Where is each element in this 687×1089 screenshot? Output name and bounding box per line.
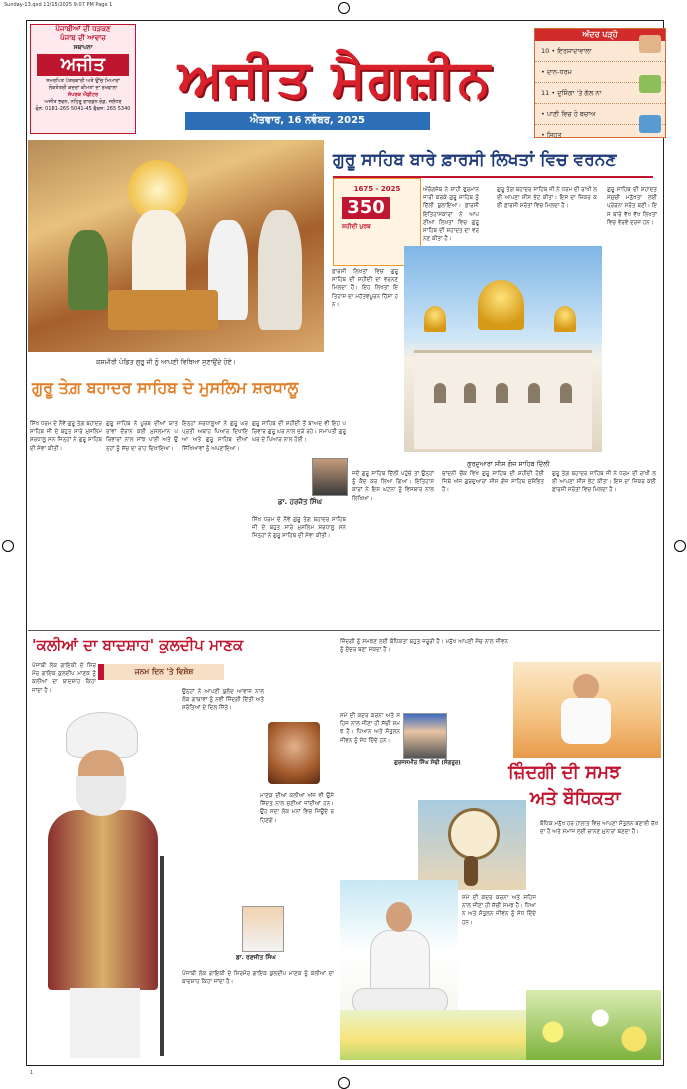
story2-headline: ਗੁਰੂ ਤੇਗ਼ ਬਹਾਦਰ ਸਾਹਿਬ ਦੇ ਮੁਸਲਿਮ ਸ਼ਰਧਾਲੂ bbox=[32, 378, 299, 397]
window bbox=[434, 383, 446, 403]
story3-column: ਉਨ੍ਹਾਂ ਨੇ ਆਪਣੀ ਬੁਲੰਦ ਆਵਾਜ਼ ਨਾਲ ਲੋਕ ਗਾਥਾਵਾਂ ਨੂੰ ਨਵੀਂ ਜ਼ਿੰਦਗੀ ਦਿੱਤੀ ਅਤੇ ਸਰੋਤਿਆਂ ਦੇ ਦਿਲ ਜਿੱਤੇ। bbox=[182, 689, 264, 712]
story1-column: ਫ਼ਾਰਸੀ ਲਿਖਤਾਂ ਵਿਚ ਗੁਰੂ ਸਾਹਿਬ ਦੀ ਸ਼ਹੀਦੀ ਦਾ ਵਰਨਣ ਮਿਲਦਾ ਹੈ। ਇਹ ਲਿਖਤਾਂ ਇਤਿਹਾਸ ਦਾ ਮਹੱਤਵਪੂਰਨ ਹਿੱਸਾ ਹਨ। bbox=[332, 269, 398, 308]
painting-photo bbox=[28, 140, 324, 352]
throne bbox=[108, 290, 218, 330]
window bbox=[528, 383, 540, 403]
story2-author: ਡਾ. ਹਰਜੋਤ ਸਿੰਘ bbox=[278, 498, 322, 506]
story1-column: ਗੁਰੂ ਤੇਗ਼ ਬਹਾਦਰ ਸਾਹਿਬ ਜੀ ਨੇ ਧਰਮ ਦੀ ਰਾਖੀ ਲਈ ਆਪਣਾ ਸੀਸ ਭੇਟ ਕੀਤਾ। ਇਸ ਦਾ ਜ਼ਿਕਰ ਕਈ ਫ਼ਾਰਸੀ ਸਰੋਤਾਂ ਵਿਚ ਮਿਲਦਾ ਹੈ। bbox=[552, 471, 656, 494]
story4-headline: ਜ਼ਿੰਦਗੀ ਦੀ ਸਮਝ bbox=[508, 762, 621, 783]
page-number: 1 bbox=[30, 1070, 34, 1076]
badge-sub: ਸ਼ਹੀਦੀ ਪੁਰਬ bbox=[342, 223, 371, 230]
window bbox=[464, 383, 476, 403]
badge-number: 350 bbox=[342, 197, 390, 219]
joy-photo bbox=[513, 662, 661, 758]
story3-column: ਪੰਜਾਬੀ ਲੋਕ ਗਾਇਕੀ ਦੇ ਸਿਰਮੌਰ ਗਾਇਕ ਕੁਲਦੀਪ ਮਾਣਕ ਨੂੰ ਕਲੀਆਂ ਦਾ ਬਾਦਸ਼ਾਹ ਕਿਹਾ ਜਾਂਦਾ ਹੈ। bbox=[182, 971, 334, 986]
story1-column: ਗੁਰੂ ਤੇਗ਼ ਬਹਾਦਰ ਸਾਹਿਬ ਜੀ ਨੇ ਧਰਮ ਦੀ ਰਾਖੀ ਲਈ ਆਪਣਾ ਸੀਸ ਭੇਟ ਕੀਤਾ। ਇਸ ਦਾ ਜ਼ਿਕਰ ਕਈ ਫ਼ਾਰਸੀ ਸਰੋਤਾਂ ਵਿਚ ਮਿਲਦਾ ਹੈ। bbox=[497, 187, 597, 210]
walker bbox=[464, 856, 478, 886]
singer-photo bbox=[30, 706, 180, 1058]
story1-column: ਔਰੰਗਜ਼ੇਬ ਨੇ ਸ਼ਾਹੀ ਫੁਰਮਾਨ ਜਾਰੀ ਕਰਕੇ ਗੁਰੂ ਸਾਹਿਬ ਨੂੰ ਦਿੱਲੀ ਬੁਲਾਇਆ। ਫ਼ਾਰਸੀ ਇਤਿਹਾਸਕਾਰਾਂ ਨੇ ਆਪਣੀਆਂ ਲਿਖਤਾਂ ਵਿਚ ਗੁਰੂ ਸਾਹਿਬ ਦੀ ਸ਼ਹਾਦਤ ਦਾ ਵਰਨਣ ਕੀਤਾ ਹੈ। bbox=[423, 187, 479, 243]
singer-portrait bbox=[268, 722, 320, 784]
tagline: ਪੰਜਾਬ ਦੀ ਆਵਾਜ਼ bbox=[60, 34, 106, 42]
flowers-photo bbox=[526, 990, 661, 1060]
figure bbox=[68, 230, 108, 310]
inside-item[interactable]: 10 • ਇਰਸ਼ਾਦਾਵਾਲਾ bbox=[535, 41, 665, 62]
figure bbox=[132, 210, 186, 300]
beard bbox=[76, 776, 126, 816]
dome bbox=[554, 306, 576, 332]
story1-column: ਗੁਰੂ ਸਾਹਿਬ ਦੀ ਸ਼ਹਾਦਤ ਸਮੁੱਚੀ ਮਨੁੱਖਤਾ ਲਈ ਪ੍ਰੇਰਨਾ ਸਰੋਤ ਬਣੀ। ਇਸ ਬਾਰੇ ਵੱਖ ਵੱਖ ਲਿਖਤਾਂ ਵਿਚ ਵੇਰਵੇ ਦਰਜ ਹਨ। bbox=[607, 187, 657, 226]
inside-item[interactable]: • ਦਾਨ-ਧਰਮ bbox=[535, 62, 665, 83]
window bbox=[496, 383, 508, 403]
building bbox=[414, 350, 592, 449]
inside-item[interactable]: • ਸਿਹਤ bbox=[541, 131, 562, 139]
contact-head: ਸੰਪਰਕ ਐਡੀਟਰ bbox=[67, 92, 99, 98]
story1-column: ਜਦੋਂ ਗੁਰੂ ਸਾਹਿਬ ਦਿੱਲੀ ਪਹੁੰਚੇ ਤਾਂ ਉਨ੍ਹਾਂ ਨੂੰ ਕੈਦ ਕਰ ਲਿਆ ਗਿਆ। ਇਤਿਹਾਸਕਾਰਾਂ ਨੇ ਇਸ ਘਟਨਾ ਨੂੰ ਵਿਸਥਾਰ ਨਾਲ ਲਿਖਿਆ। bbox=[352, 471, 434, 502]
badge-years: 1675 - 2025 bbox=[353, 185, 401, 193]
person bbox=[561, 698, 611, 744]
print-slug: Sunday-13.qxd 11/15/2025 9:07 PM Page 1 bbox=[4, 2, 113, 8]
crop-mark bbox=[338, 2, 350, 14]
thumb-image bbox=[639, 35, 661, 53]
story2-column: ਸਿੱਖ ਧਰਮ ਦੇ ਨੌਵੇਂ ਗੁਰੂ ਤੇਗ਼ ਬਹਾਦਰ ਸਾਹਿਬ ਜੀ ਦੇ ਬਹੁਤ ਸਾਰੇ ਮੁਸਲਿਮ ਸ਼ਰਧਾਲੂ ਸਨ ਜਿਨ੍ਹਾਂ ਨੇ ਗੁਰੂ ਸਾਹਿਬ ਦੀ ਸੇਵਾ ਕੀਤੀ। bbox=[252, 517, 346, 540]
clock-face bbox=[448, 808, 500, 860]
clock-photo bbox=[418, 800, 526, 890]
masthead-note: ਸਮਰਪਿਤ ਪੱਤਰਕਾਰੀ ਅਤੇ ਉੱਚ ਮਿਆਰਾਂ bbox=[46, 78, 120, 84]
ajit-logo: ਅਜੀਤ bbox=[37, 54, 129, 76]
inside-item[interactable]: 11 • ਦੁਸ਼ਿੰਗਾ 'ਤੇ ਗੱਲ ਨਾ bbox=[535, 83, 665, 104]
masthead-brand-box bbox=[30, 24, 136, 134]
crop-mark bbox=[674, 540, 686, 552]
story3-headline: 'ਕਲੀਆਂ ਦਾ ਬਾਦਸ਼ਾਹ' ਕੁਲਦੀਪ ਮਾਣਕ bbox=[32, 636, 244, 654]
magazine-title: ਅਜੀਤ ਮੈਗਜ਼ੀਨ bbox=[177, 48, 493, 109]
story3-column: ਪੰਜਾਬੀ ਲੋਕ ਗਾਇਕੀ ਦੇ ਸਿਰਮੌਰ ਗਾਇਕ ਕੁਲਦੀਪ ਮਾਣਕ ਨੂੰ ਕਲੀਆਂ ਦਾ ਬਾਦਸ਼ਾਹ ਕਿਹਾ ਜਾਂਦਾ ਹੈ। bbox=[32, 663, 96, 694]
story1-column: ਚਾਂਦਨੀ ਚੌਕ ਵਿਖੇ ਗੁਰੂ ਸਾਹਿਬ ਦੀ ਸ਼ਹੀਦੀ ਹੋਈ ਜਿਥੇ ਅੱਜ ਗੁਰਦੁਆਰਾ ਸੀਸ ਗੰਜ ਸਾਹਿਬ ਸੁਸ਼ੋਭਿਤ ਹੈ। bbox=[442, 471, 544, 494]
photo-caption: ਕਸ਼ਮੀਰੀ ਪੰਡਿਤ ਗੁਰੂ ਜੀ ਨੂੰ ਆਪਣੀ ਵਿਥਿਆ ਸੁਣਾਉਂਦੇ ਹੋਏ। bbox=[96, 358, 237, 366]
contact-address: ਅਜੀਤ ਭਵਨ, ਨਹਿਰੂ ਗਾਰਡਨ ਰੋਡ, ਜਲੰਧਰ bbox=[44, 99, 122, 105]
crop-mark bbox=[2, 540, 14, 552]
figure bbox=[258, 210, 302, 330]
story4-column: ਸਮੇਂ ਦੀ ਕਦਰ ਕਰਨਾ ਅਤੇ ਸਹਿਜ ਨਾਲ ਜੀਣਾ ਹੀ ਸੱਚੀ ਸਮਝ ਹੈ। ਧਿਆਨ ਅਤੇ ਸੰਤੁਲਨ ਜੀਵਨ ਨੂੰ ਸੇਧ ਦਿੰਦੇ ਹਨ। bbox=[462, 895, 536, 926]
dome bbox=[478, 280, 524, 330]
window bbox=[560, 383, 572, 403]
thumb-image bbox=[639, 75, 661, 93]
meditator bbox=[386, 902, 412, 932]
story4-column: ਬੌਧਿਕ ਮਨੁੱਖ ਹਰ ਹਾਲਾਤ ਵਿਚ ਆਪਣਾ ਸੰਤੁਲਨ ਬਣਾਈ ਰੱਖਦਾ ਹੈ ਅਤੇ ਸਮਾਜ ਲਈ ਚਾਨਣ ਮੁਨਾਰਾ ਬਣਦਾ ਹੈ। bbox=[540, 821, 658, 836]
pants bbox=[70, 988, 140, 1058]
story4-column: ਜ਼ਿੰਦਗੀ ਨੂੰ ਸਮਝਣ ਲਈ ਬੌਧਿਕਤਾ ਬਹੁਤ ਜ਼ਰੂਰੀ ਹੈ। ਮਨੁੱਖ ਆਪਣੀ ਸੋਚ ਨਾਲ ਜੀਵਨ ਨੂੰ ਸੁੰਦਰ ਬਣਾ ਸਕਦਾ ਹੈ। bbox=[340, 639, 508, 654]
masthead-note: ਲੋਕਤੰਤਰੀ ਕਦਰਾਂ ਕੀਮਤਾਂ ਦਾ ਰਖਵਾਲਾ bbox=[48, 85, 118, 91]
story3-column: ਮਾਣਕ ਦੀਆਂ ਕਲੀਆਂ ਅੱਜ ਵੀ ਉਸੇ ਸ਼ਿੱਦਤ ਨਾਲ ਸੁਣੀਆਂ ਜਾਂਦੀਆਂ ਹਨ। ਉਹ ਸਦਾ ਲੋਕ ਮਨਾਂ ਵਿਚ ਜਿਊਂਦੇ ਰਹਿਣਗੇ। bbox=[260, 793, 334, 824]
section-divider bbox=[28, 630, 660, 631]
inside-box bbox=[534, 28, 666, 138]
meditator bbox=[370, 930, 430, 992]
thumb-image bbox=[639, 115, 661, 133]
story1-headline: ਗੁਰੂ ਸਾਹਿਬ ਬਾਰੇ ਫ਼ਾਰਸੀ ਲਿਖਤਾਂ ਵਿਚ ਵਰਨਣ bbox=[333, 150, 617, 170]
person bbox=[573, 674, 599, 700]
gurdwara-photo bbox=[404, 246, 602, 452]
story2-column: ਸਿੱਖ ਧਰਮ ਦੇ ਨੌਵੇਂ ਗੁਰੂ ਤੇਗ਼ ਬਹਾਦਰ ਸਾਹਿਬ ਜੀ ਦੇ ਬਹੁਤ ਸਾਰੇ ਮੁਸਲਿਮ ਸ਼ਰਧਾਲੂ ਸਨ ਜਿਨ੍ਹਾਂ ਨੇ ਗੁਰੂ ਸਾਹਿਬ ਦੀ ਸੇਵਾ ਕੀਤੀ। bbox=[30, 421, 102, 452]
author-portrait bbox=[242, 906, 284, 952]
cane bbox=[160, 856, 164, 1056]
flowers-photo bbox=[340, 1010, 526, 1060]
story4-headline: ਅਤੇ ਬੌਧਿਕਤਾ bbox=[530, 788, 621, 809]
story2-column: ਗੁਰੂ ਸਾਹਿਬ ਨੇ ਪੂਰਬ ਦੀਆਂ ਯਾਤਰਾਵਾਂ ਦੌਰਾਨ ਕਈ ਮੁਸਲਮਾਨ ਪਰਿਵਾਰਾਂ ਨਾਲ ਸਾਂਝ ਪਾਈ ਅਤੇ ਉਨ੍ਹਾਂ ਨੂੰ ਸੱਚ ਦਾ ਰਾਹ ਦਿਖਾਇਆ। bbox=[106, 421, 178, 452]
author-portrait bbox=[403, 713, 447, 759]
author-portrait bbox=[312, 458, 348, 496]
tagline: ਪੰਜਾਬੀਆਂ ਦੀ ਧੜਕਣ bbox=[55, 25, 111, 33]
story4-column: ਸਮੇਂ ਦੀ ਕਦਰ ਕਰਨਾ ਅਤੇ ਸਹਿਜ ਨਾਲ ਜੀਣਾ ਹੀ ਸੱਚੀ ਸਮਝ ਹੈ। ਧਿਆਨ ਅਤੇ ਸੰਤੁਲਨ ਜੀਵਨ ਨੂੰ ਸੇਧ ਦਿੰਦੇ ਹਨ। bbox=[340, 713, 400, 744]
story2-column: ਗੁਰੂ ਸਾਹਿਬ ਦੀ ਸ਼ਹੀਦੀ ਤੋਂ ਬਾਅਦ ਵੀ ਇਹ ਪਰਿਵਾਰ ਗੁਰੂ ਘਰ ਨਾਲ ਜੁੜੇ ਰਹੇ। ਸਮਾਪਤੀ ਗੁਰੂ ਘਰ ਦੇ ਪਿਆਰ ਨਾਲ ਹੋਈ। bbox=[252, 421, 346, 444]
coat bbox=[48, 810, 158, 990]
badge: ਸਥਾਪਨਾ bbox=[73, 44, 93, 51]
issue-date: ਐਤਵਾਰ, 16 ਨਵੰਬਰ, 2025 bbox=[185, 112, 430, 130]
inside-header: ਅੰਦਰ ਪੜ੍ਹੋ bbox=[535, 29, 665, 41]
dome bbox=[424, 306, 446, 332]
story3-author: ਡਾ. ਰਣਜੀਤ ਸਿੰਘ bbox=[236, 954, 276, 961]
story2-column: ਇਨ੍ਹਾਂ ਸ਼ਰਧਾਲੂਆਂ ਨੇ ਗੁਰੂ ਘਰ ਪ੍ਰਤੀ ਅਥਾਹ ਪਿਆਰ ਦਿਖਾਇਆ ਅਤੇ ਗੁਰੂ ਸਾਹਿਬ ਦੀਆਂ ਸਿੱਖਿਆਵਾਂ ਨੂੰ ਅਪਣਾਇਆ। bbox=[182, 421, 248, 452]
special-banner: ਜਨਮ ਦਿਨ 'ਤੇ ਵਿਸ਼ੇਸ਼ bbox=[98, 664, 224, 680]
contact-phone: ਫੋਨ: 0181-265 5041-45 ਫੈਕਸ: 265 5340 bbox=[35, 106, 131, 112]
gurdwara-caption: ਗੁਰਦੁਆਰਾ ਸੀਸ ਗੰਜ ਸਾਹਿਬ ਦਿੱਲੀ bbox=[467, 460, 550, 468]
inside-item[interactable]: • ਪਾਣੀ ਵਿਚ ਹੋ ਬਚਾਅ bbox=[535, 104, 665, 125]
story4-author: ਗੁਰਜਸਮੀਰ ਸਿੰਘ ਸੋਢੀ (ਸੰਗਰੂਰ) bbox=[394, 760, 461, 766]
crop-mark bbox=[338, 1077, 350, 1089]
